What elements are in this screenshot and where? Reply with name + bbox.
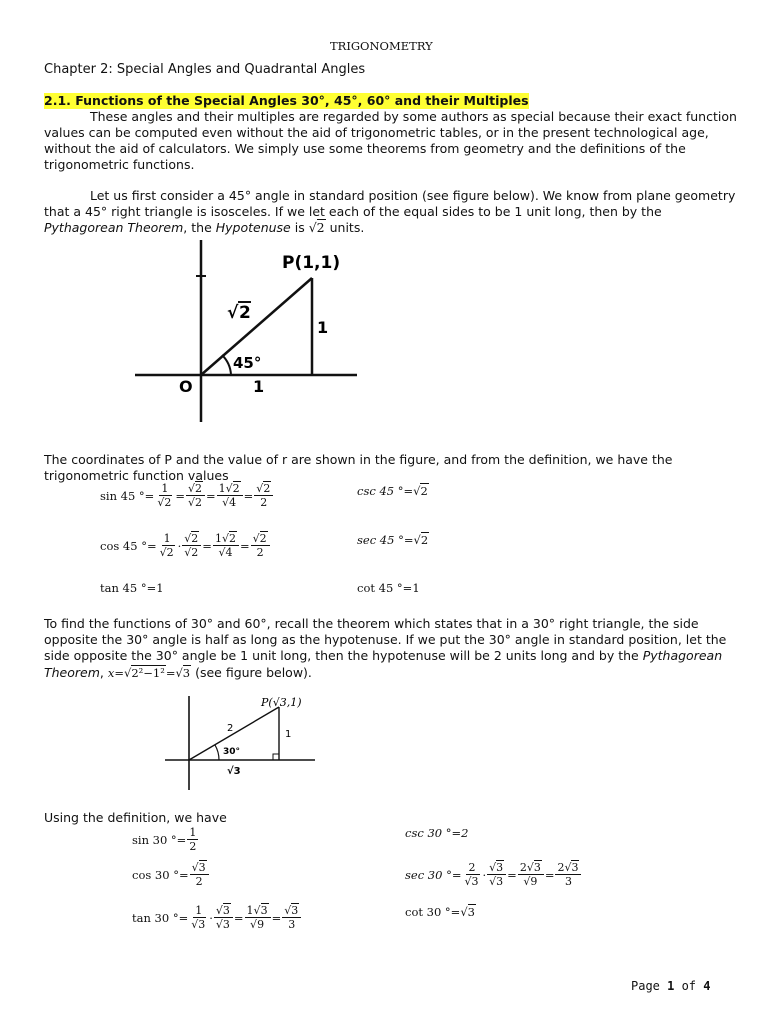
equation-tan30: tan 30 °= $\frac{1}{√3}$ · $\frac{√3}{√3}$ = $\frac{1√3}{√9}$ = $\frac{√3}{3}$ — [132, 904, 302, 931]
paragraph-line: Let us first consider a 45° angle in standard position (see figure below). We know from plane geometry — [90, 188, 736, 203]
point-label: P(1,1) — [282, 253, 341, 273]
radicand: 2 — [316, 220, 325, 235]
equation-cos45: cos 45 °= $\frac{1}{√2}$ · $\frac{√2}{√2}$ = $\frac{1√2}{√4}$ = $\frac{√2}{2}$ — [100, 532, 271, 559]
svg-text:2: 2 — [239, 303, 251, 323]
text-fragment: , the — [183, 220, 216, 235]
page-footer — [631, 979, 711, 993]
point-label: P(√3,1) — [261, 696, 302, 709]
adj-label: 1 — [253, 377, 265, 396]
footer-mid: of — [674, 979, 704, 993]
chapter-title: Chapter 2: Special Angles and Quadrantal Angles — [44, 62, 366, 77]
paragraph-line: Pythagorean Theorem, the Hypotenuse is √2 units. — [44, 220, 365, 235]
opp-label: 1 — [285, 729, 292, 740]
figure-45-triangle — [135, 240, 370, 430]
opp-label: 1 — [317, 318, 329, 337]
paragraph-30-60 — [44, 616, 726, 681]
equation-cos30: cos 30 °= $\frac{√3}{2}$ — [132, 861, 210, 888]
term-pythagorean: Pythagorean Theorem — [44, 220, 184, 235]
paragraph-intro — [44, 109, 737, 173]
paragraph-line: To find the functions of 30° and 60°, recall the theorem which states that in a 30° right triangle, the side — [44, 616, 699, 631]
svg-text:√: √ — [227, 303, 239, 323]
paragraph-line: The coordinates of P and the value of r are shown in the figure, and from the definition, we have the — [44, 452, 673, 467]
equation-sec30: sec 30 °= $\frac{2}{√3}$ · $\frac{√3}{√3}$ = $\frac{2√3}{√9}$ = $\frac{2√3}{3}$ — [405, 861, 582, 888]
paragraph-definition: Using the definition, we have — [44, 810, 227, 825]
term-hypotenuse: Hypotenuse — [215, 220, 291, 235]
hyp-label: 2 — [227, 723, 234, 734]
right-angle-mark — [273, 754, 279, 760]
document-header: TRIGONOMETRY — [330, 39, 433, 53]
equation-cot30: cot 30 °= √3 — [405, 905, 475, 919]
paragraph-line: side opposite the 30° angle be 1 unit long, then the hypotenuse will be 2 units long and by the Pythagorean — [44, 648, 723, 663]
text-fragment: units. — [325, 220, 365, 235]
paragraph-line: opposite the 30° angle is half as long as the hypotenuse. If we put the 30° angle in standard position, let the — [44, 632, 727, 647]
paragraph-line: trigonometric functions. — [44, 157, 195, 172]
text-fragment: is — [290, 220, 309, 235]
equation-sin30: sin 30 °= $\frac{1}{2}$ — [132, 826, 197, 853]
equation-tan45: tan 45 °=1 — [100, 581, 164, 595]
paragraph-line: Theorem, x=√2²−1²=√3 (see figure below). — [44, 665, 312, 680]
equation-csc45: csc 45 °= √2 — [357, 484, 428, 498]
paragraph-line: trigonometric function values — [44, 468, 229, 483]
page-total: 4 — [703, 979, 711, 993]
equation-sec45: sec 45 °= √2 — [357, 533, 429, 547]
figure-30-triangle — [165, 690, 320, 792]
footer-prefix: Page — [631, 979, 668, 993]
origin-label: O — [179, 377, 193, 396]
angle-arc — [222, 355, 231, 375]
equation-csc30: csc 30 °=2 — [405, 826, 469, 840]
hyp-label — [227, 302, 251, 323]
paragraph-45 — [44, 188, 735, 236]
adj-label: √3 — [227, 766, 241, 777]
paragraph-coords — [44, 452, 673, 484]
paragraph-line: values can be computed even without the aid of trigonometric tables, or in the present technological age, — [44, 125, 709, 140]
paragraph-line: that a 45° right triangle is isosceles. If we let each of the equal sides to be 1 unit long, then by the — [44, 204, 662, 219]
section-title: 2.1. Functions of the Special Angles 30°, 45°, 60° and their Multiples — [44, 93, 529, 108]
angle-arc — [215, 745, 219, 760]
equation-cot45: cot 45 °=1 — [357, 581, 420, 595]
equation-sin45: sin 45 °= $\frac{1}{√2}$ = $\frac{√2}{√2}$ = $\frac{1√2}{√4}$ = $\frac{√2}{2}$ — [100, 482, 274, 509]
page-number: 1 — [667, 979, 675, 993]
angle-label: 45° — [233, 354, 262, 372]
paragraph-line: without the aid of calculators. We simply use some theorems from geometry and the definitions of the — [44, 141, 686, 156]
paragraph-line: These angles and their multiples are regarded by some authors as special because their exact function — [90, 109, 737, 124]
angle-label: 30° — [223, 747, 241, 757]
